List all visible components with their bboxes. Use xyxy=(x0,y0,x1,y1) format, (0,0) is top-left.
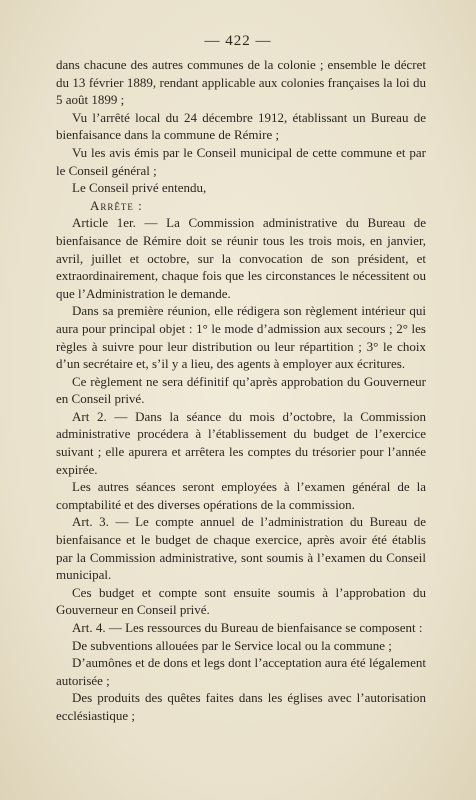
paragraph: Art. 3. — Le compte annuel de l’administration du Bureau de bienfaisance et le budget de chaque exercice, après avoir été établis par la Commission administrative, sont soumis à l’examen du Conseil municipal. xyxy=(56,514,426,583)
section-heading: Arrête : xyxy=(90,197,143,213)
paragraph: Vu les avis émis par le Conseil municipal de cette commune et par le Conseil général ; xyxy=(56,144,426,178)
paragraph: Art 2. — Dans la séance du mois d’octobre, la Commission administrative procédera à l’établissement du budget de l’exercice suivant ; elle apurera et arrêtera les comptes du trésorier pour l’année expirée. xyxy=(56,408,426,477)
paragraph: Ces budget et compte sont ensuite soumis à l’approbation du Gouverneur en Conseil privé. xyxy=(56,584,426,618)
paragraph: Des produits des quêtes faites dans les églises avec l’autorisation ecclésiastique ; xyxy=(56,690,426,723)
paragraph: Article 1er. — La Commission administrative du Bureau de bienfaisance de Rémire doit se réunir tous les trois mois, en janvier, avril, juillet et octobre, sur la convocation de son président, et extraordinairement, chaque fois que les circonstances le nécessitent ou que l’Administration le demande. xyxy=(56,215,426,301)
paragraph: Le Conseil privé entendu, xyxy=(72,180,207,196)
paragraph: D’aumônes et de dons et legs dont l’acceptation aura été légalement autorisée ; xyxy=(56,655,426,688)
paragraph: Ce règlement ne sera définitif qu’après approbation du Gouverneur en Conseil privé. xyxy=(56,373,426,407)
paragraph: Vu l’arrêté local du 24 décembre 1912, établissant un Bureau de bienfaisance dans la commune de Rémire ; xyxy=(56,109,426,143)
page-number: — 422 — xyxy=(204,33,272,49)
body-text xyxy=(56,56,426,725)
paragraph: dans chacune des autres communes de la colonie ; ensemble le décret du 13 février 1889, rendant applicable aux colonies françaises la loi du 5 août 1899 ; xyxy=(56,57,426,108)
paragraph: Les autres séances seront employées à l’examen général de la comptabilité et des diverses opérations de la commission. xyxy=(56,479,426,512)
paragraph: Dans sa première réunion, elle rédigera son règlement intérieur qui aura pour principal objet : 1° le mode d’admission aux secours ; 2° les règles à suivre pour leur distribution ou leur répartition ; 3° le choix d’un secrétaire et, s’il y a lieu, des agents à employer aux écritures. xyxy=(56,303,426,372)
paragraph: De subventions allouées par le Service local ou la commune ; xyxy=(72,637,392,653)
paragraph: Art. 4. — Les ressources du Bureau de bienfaisance se composent : xyxy=(72,620,423,635)
